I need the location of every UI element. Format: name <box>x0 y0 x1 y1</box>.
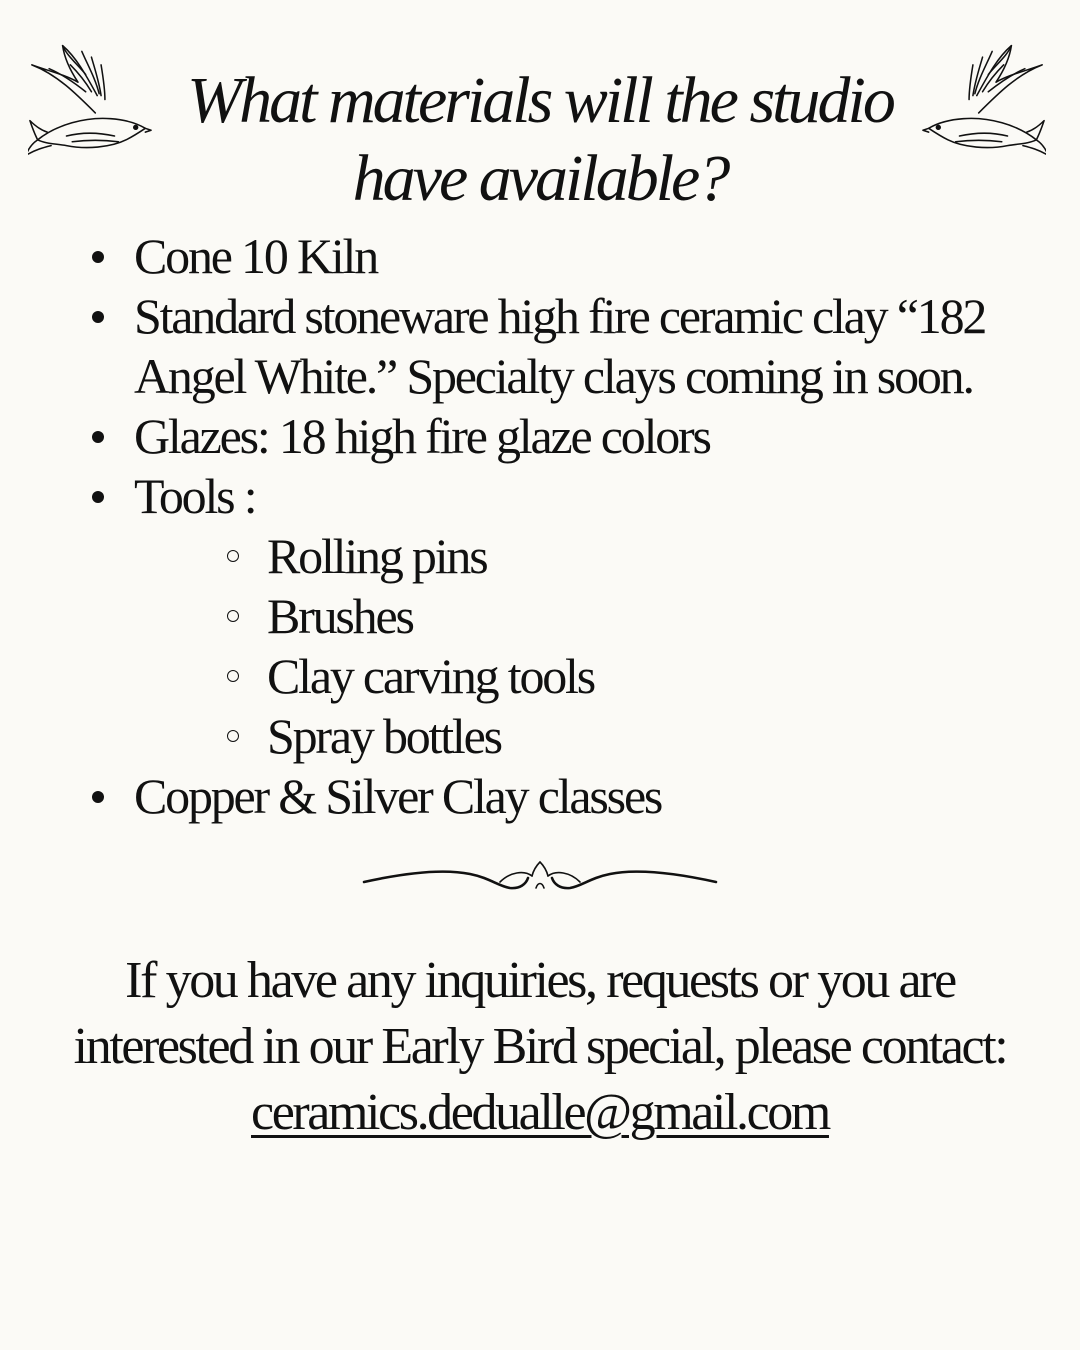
contact-message: If you have any inquiries, requests or you are interested in our Early Bird special, please contact: <box>73 952 1007 1075</box>
list-item-text: Standard stoneware high fire ceramic clay “182 Angel White.” Specialty clays coming in soon. <box>134 288 986 404</box>
list-item-text: Cone 10 Kiln <box>134 228 378 284</box>
list-item <box>92 766 1032 826</box>
swallow-icon <box>921 36 1046 161</box>
tools-sublist <box>134 526 1032 766</box>
sublist-item: Rolling pins <box>134 526 1032 586</box>
sublist-item: Spray bottles <box>134 706 1032 766</box>
materials-list <box>92 226 1032 826</box>
list-item <box>92 226 1032 286</box>
flourish-divider-icon <box>360 860 720 900</box>
email-link[interactable]: ceramics.dedualle@gmail.com <box>251 1084 829 1141</box>
sublist-item: Brushes <box>134 586 1032 646</box>
list-item-text: Copper & Silver Clay classes <box>134 768 662 824</box>
sublist-item: Clay carving tools <box>134 646 1032 706</box>
contact-section <box>60 948 1020 1146</box>
swallow-icon <box>28 36 153 161</box>
list-item-text: Tools : <box>134 468 256 524</box>
list-item <box>92 466 1032 766</box>
list-item-text: Glazes: 18 high fire glaze colors <box>134 408 710 464</box>
list-item <box>92 406 1032 466</box>
page-title: What materials will the studio have available? <box>187 64 893 215</box>
list-item <box>92 286 1032 406</box>
